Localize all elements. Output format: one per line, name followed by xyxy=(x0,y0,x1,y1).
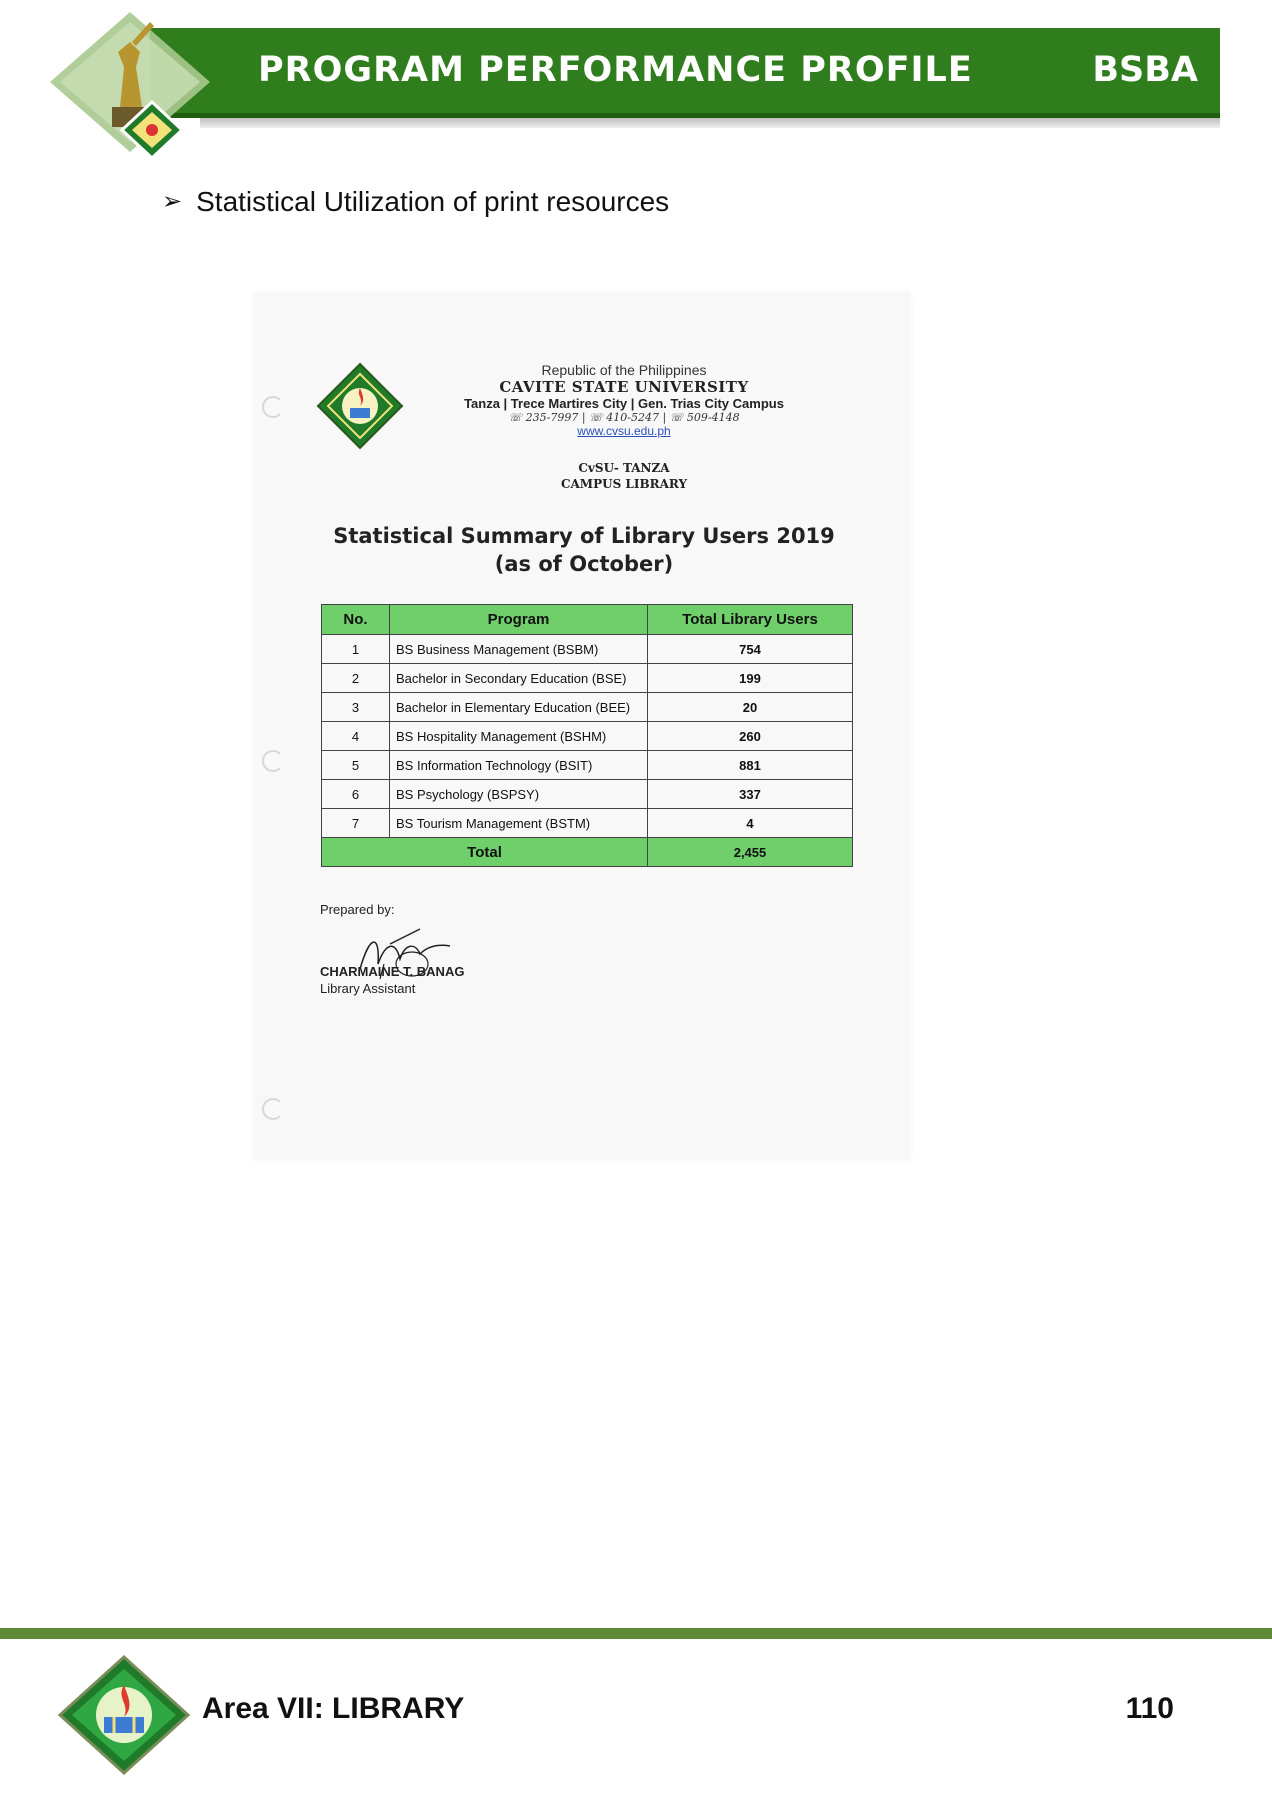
row-number: 4 xyxy=(322,722,390,751)
section-bullet xyxy=(162,186,669,218)
campus-list: Tanza | Trece Martires City | Gen. Trias City Campus xyxy=(464,396,784,411)
statue-logo-icon xyxy=(40,12,230,172)
row-users: 337 xyxy=(648,780,853,809)
arrow-bullet-icon: ➢ xyxy=(162,188,183,215)
table-row xyxy=(322,635,853,664)
table-row xyxy=(322,664,853,693)
punch-hole xyxy=(262,750,284,772)
section-bullet-text: Statistical Utilization of print resources xyxy=(196,186,670,217)
page-number: 110 xyxy=(1125,1692,1174,1725)
university-seal-icon xyxy=(316,362,404,450)
header-shadow xyxy=(200,118,1220,128)
row-program: Bachelor in Elementary Education (BEE) xyxy=(390,693,648,722)
footer-divider xyxy=(0,1628,1272,1639)
university-name: CAVITE STATE UNIVERSITY xyxy=(499,378,749,396)
row-program: BS Information Technology (BSIT) xyxy=(390,751,648,780)
row-number: 2 xyxy=(322,664,390,693)
prepared-by-label: Prepared by: xyxy=(320,902,395,917)
row-users: 199 xyxy=(648,664,853,693)
table-row xyxy=(322,722,853,751)
table-row xyxy=(322,693,853,722)
website-link[interactable]: www.cvsu.edu.ph xyxy=(577,424,671,438)
library-line-1: CvSU- TANZA xyxy=(578,461,670,475)
row-number: 7 xyxy=(322,809,390,838)
phone-numbers: ☏ 235-7997 | ☏ 410-5247 | ☏ 509-4148 xyxy=(508,411,740,424)
footer-area-label: Area VII: LIBRARY xyxy=(202,1692,465,1725)
row-number: 6 xyxy=(322,780,390,809)
cvsu-seal-icon xyxy=(58,1655,190,1775)
header-bar xyxy=(150,28,1220,118)
row-number: 5 xyxy=(322,751,390,780)
library-name xyxy=(404,460,844,492)
row-program: Bachelor in Secondary Education (BSE) xyxy=(390,664,648,693)
letterhead xyxy=(404,362,844,438)
punch-hole xyxy=(262,396,284,418)
row-number: 1 xyxy=(322,635,390,664)
column-header-users: Total Library Users xyxy=(648,605,853,635)
document-title xyxy=(284,522,884,578)
preparer-role: Library Assistant xyxy=(320,981,416,996)
library-line-2: CAMPUS LIBRARY xyxy=(560,477,688,491)
document-title-line-2: (as of October) xyxy=(494,552,674,576)
total-label: Total xyxy=(322,838,648,867)
country-line: Republic of the Philippines xyxy=(541,362,707,378)
document-title-line-1: Statistical Summary of Library Users 2019 xyxy=(333,524,835,548)
row-users: 20 xyxy=(648,693,853,722)
table-total-row xyxy=(322,838,853,867)
row-program: BS Hospitality Management (BSHM) xyxy=(390,722,648,751)
table-row xyxy=(322,751,853,780)
table-header-row xyxy=(322,605,853,635)
row-users: 881 xyxy=(648,751,853,780)
library-users-table xyxy=(321,604,853,867)
row-number: 3 xyxy=(322,693,390,722)
preparer-name: CHARMAINE T. BANAG xyxy=(320,964,465,979)
column-header-program: Program xyxy=(390,605,648,635)
page-title: PROGRAM PERFORMANCE PROFILE xyxy=(258,50,973,90)
table-row xyxy=(322,809,853,838)
column-header-no: No. xyxy=(322,605,390,635)
row-program: BS Psychology (BSPSY) xyxy=(390,780,648,809)
row-program: BS Tourism Management (BSTM) xyxy=(390,809,648,838)
total-value: 2,455 xyxy=(648,838,853,867)
row-users: 754 xyxy=(648,635,853,664)
row-users: 4 xyxy=(648,809,853,838)
row-users: 260 xyxy=(648,722,853,751)
table-row xyxy=(322,780,853,809)
scanned-document xyxy=(254,292,910,1160)
row-program: BS Business Management (BSBM) xyxy=(390,635,648,664)
program-code: BSBA xyxy=(1092,50,1198,90)
punch-hole xyxy=(262,1098,284,1120)
